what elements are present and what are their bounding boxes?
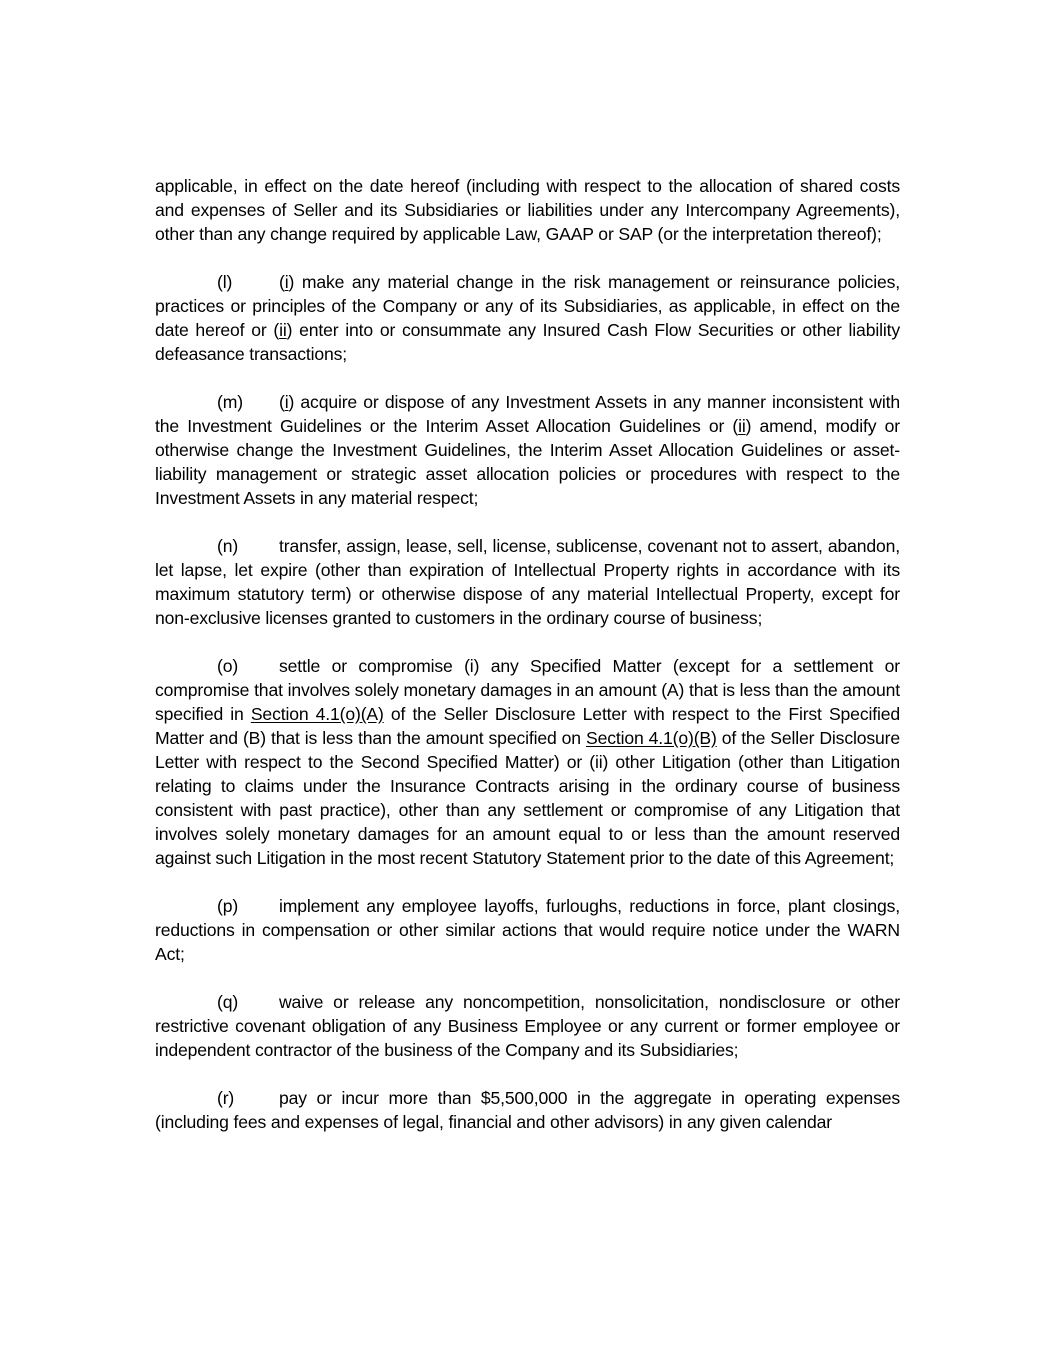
paragraph-marker: (m) [217, 392, 243, 412]
paragraph-r [155, 1086, 900, 1134]
clause-number: i [284, 392, 289, 412]
paragraph-text: transfer, assign, lease, sell, license, sublicense, covenant not to assert, abandon, let lapse, let expire (other than expiration of Intellectual Property rights in accordance with its maximum statutory term) or otherwise dispose of any material Intellectual Property, except for non-exclusive licenses granted to customers in the ordinary course of business; [155, 536, 900, 628]
paragraph-marker: (n) [217, 536, 239, 556]
paragraph-o [155, 654, 900, 870]
paragraph-text: implement any employee layoffs, furloughs, reductions in force, plant closings, reductions in compensation or other similar actions that would require notice under the WARN Act; [155, 896, 900, 964]
paragraph-marker: (q) [217, 992, 239, 1012]
paragraph-q [155, 990, 900, 1062]
paragraph-text: of the Seller Disclosure Letter with respect to the First Specified Matter and (B) that is less than the amount specified on [155, 704, 900, 748]
paragraph-text: pay or incur more than $5,500,000 in the aggregate in operating expenses (including fees and expenses of legal, financial and other advisors) in any given calendar [155, 1088, 900, 1132]
paragraph-continuation [155, 174, 900, 246]
clause-number: ii [738, 416, 746, 436]
paragraph-n [155, 534, 900, 630]
paragraph-text: waive or release any noncompetition, nonsolicitation, nondisclosure or other restrictive covenant obligation of any Business Employee or any current or former employee or independent contractor of the business of the Company and its Subsidiaries; [155, 992, 900, 1060]
paragraph-text: of the Seller Disclosure Letter with respect to the Second Specified Matter) or (ii) other Litigation (other than Litigation relating to claims under the Insurance Contracts arising in the ordinary course of business consistent with past practice), other than any settlement or compromise of any Litigation that involves solely monetary damages for an amount equal to or less than the amount reserved against such Litigation in the most recent Statutory Statement prior to the date of this Agreement; [155, 728, 900, 868]
document-body [155, 174, 900, 1134]
paragraph-text: make any material change in the risk management or reinsurance policies, practices or principles of the Company or any of its Subsidiaries, as applicable, in effect on the date hereof or ( [155, 272, 900, 340]
paragraph-marker: (p) [217, 896, 239, 916]
paragraph-text: ) amend, modify or otherwise change the Investment Guidelines, the Interim Asset Allocation Guidelines or asset-liability management or strategic asset allocation policies or procedures with respect to the Investment Assets in any material respect; [155, 416, 900, 508]
paragraph-p [155, 894, 900, 966]
section-reference: Section 4.1(o)(A) [250, 704, 384, 724]
paragraph-text: ) enter into or consummate any Insured Cash Flow Securities or other liability defeasance transactions; [155, 320, 900, 364]
clause-number: ii [279, 320, 287, 340]
paragraph-l: (l) (i) make any material change in the risk management or reinsurance policies, practices or principles of the Company or any of its Subsidiaries, as applicable, in effect on the date hereof or (ii) enter into or consummate any Insured Cash Flow Securities or other liability defeasance transactions; [155, 272, 900, 364]
paragraph-marker: (o) [217, 656, 239, 676]
paragraph-m: (m) (i) acquire or dispose of any Investment Assets in any manner inconsistent with the Investment Guidelines or the Interim Asset Allocation Guidelines or (ii) amend, modify or otherwise change the Investment Guidelines, the Interim Asset Allocation Guidelines or asset-liability management or strategic asset allocation policies or procedures with respect to the Investment Assets in any material respect; [155, 392, 900, 508]
section-reference: Section 4.1(o)(B) [585, 728, 717, 748]
paragraph-text: settle or compromise (i) any Specified Matter (except for a settlement or compromise that involves solely monetary damages in an amount (A) that is less than the amount specified in [155, 656, 900, 724]
clause-number: i [284, 272, 289, 292]
paragraph-text: applicable, in effect on the date hereof (including with respect to the allocation of shared costs and expenses of Seller and its Subsidiaries or liabilities under any Intercompany Agreements), other than any change required by applicable Law, GAAP or SAP (or the interpretation thereof); [155, 176, 900, 244]
paragraph-marker: (r) [217, 1088, 235, 1108]
paragraph-text: acquire or dispose of any Investment Assets in any manner inconsistent with the Investment Guidelines or the Interim Asset Allocation Guidelines or ( [155, 392, 900, 436]
paragraph-marker: (l) [217, 272, 233, 292]
